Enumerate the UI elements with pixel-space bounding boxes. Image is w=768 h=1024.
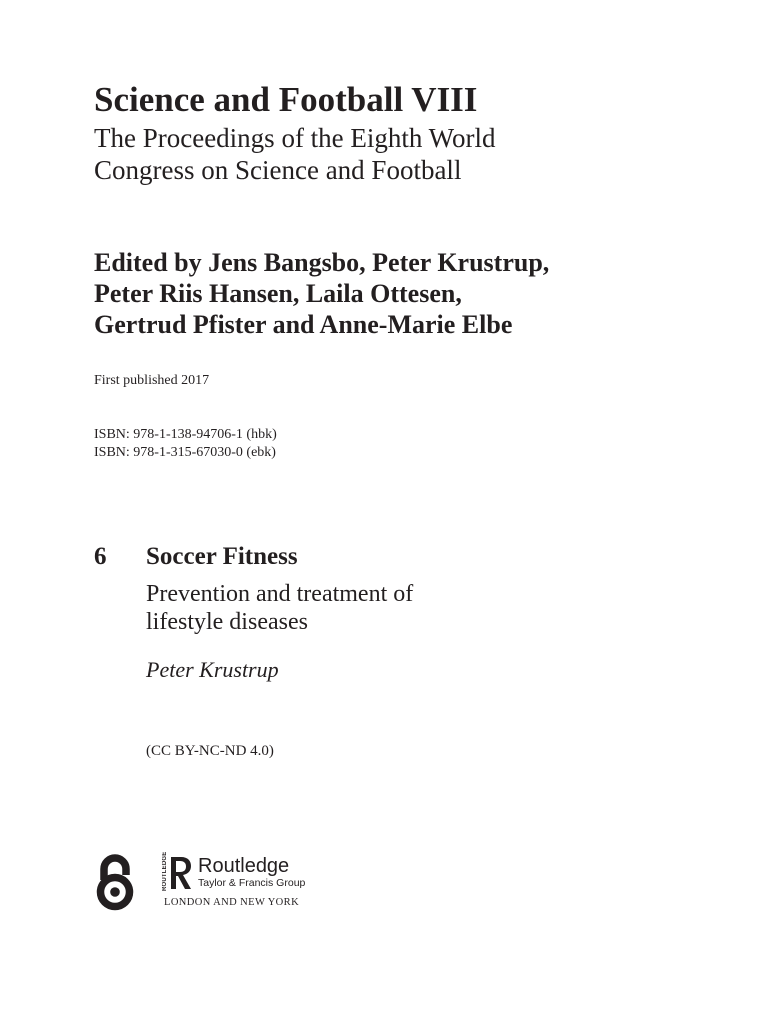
book-subtitle-line: Congress on Science and Football: [94, 155, 462, 185]
isbn-hbk: ISBN: 978-1-138-94706-1 (hbk): [94, 427, 277, 442]
book-title: Science and Football VIII: [94, 80, 478, 119]
first-published: First published 2017: [94, 373, 210, 388]
editors-line: Gertrud Pfister and Anne-Marie Elbe: [94, 310, 513, 339]
chapter-author: Peter Krustrup: [146, 657, 279, 682]
editors-line: Edited by Jens Bangsbo, Peter Krustrup,: [94, 248, 550, 277]
routledge-vertical-text: ROUTLEDGE: [162, 851, 168, 891]
license: (CC BY-NC-ND 4.0): [146, 743, 274, 759]
editors: [94, 247, 549, 340]
chapter-subtitle-line: Prevention and treatment of: [146, 581, 414, 607]
chapter-title: Soccer Fitness: [146, 543, 298, 570]
editors-line: Peter Riis Hansen, Laila Ottesen,: [94, 279, 462, 308]
chapter-subtitle-line: lifestyle diseases: [146, 609, 308, 635]
publisher-name: Routledge: [198, 855, 290, 877]
open-access-icon: [92, 853, 138, 911]
chapter-number: 6: [94, 543, 107, 570]
book-subtitle-line: The Proceedings of the Eighth World: [94, 123, 496, 153]
isbn-ebk: ISBN: 978-1-315-67030-0 (ebk): [94, 445, 276, 460]
chapter-subtitle: [146, 580, 413, 636]
routledge-logo-icon: [170, 856, 192, 890]
publisher-location: LONDON AND NEW YORK: [164, 897, 300, 908]
book-subtitle: [94, 122, 496, 186]
publisher-group: Taylor & Francis Group: [198, 877, 306, 889]
